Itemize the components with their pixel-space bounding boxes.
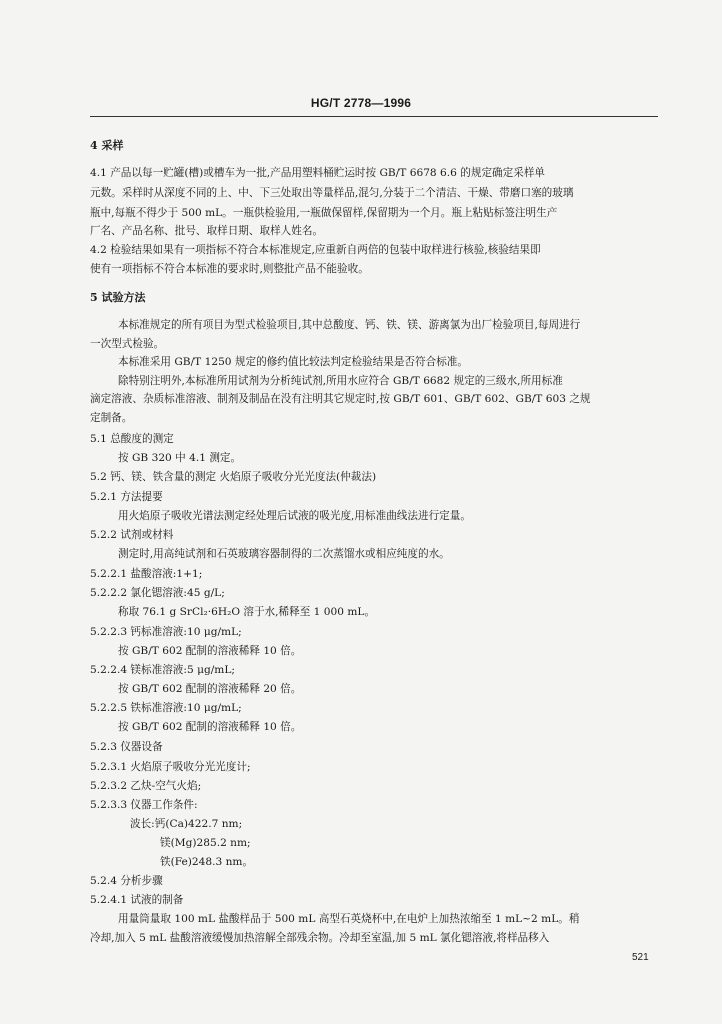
clause-heading: 5.2.4 分析步骤: [90, 875, 163, 887]
text-line: 按 GB/T 602 配制的溶液稀释 10 倍。: [118, 645, 302, 657]
text-line: 除特别注明外,本标准所用试剂为分析纯试剂,所用水应符合 GB/T 6682 规定的三级水,所用标准: [118, 375, 563, 387]
text-line: 称取 76.1 g SrCl₂·6H₂O 溶于水,稀释至 1 000 mL。: [118, 606, 376, 618]
clause-heading: 5.2.3.3 仪器工作条件:: [90, 799, 198, 811]
text-line: 定制备。: [90, 412, 133, 424]
clause-heading: 5.2.3 仪器设备: [90, 741, 163, 753]
text-line: 测定时,用高纯试剂和石英玻璃容器制得的二次蒸馏水或相应纯度的水。: [118, 548, 450, 560]
clause-heading: 5.2.1 方法提要: [90, 491, 163, 503]
page-number: 521: [632, 952, 649, 963]
text-line: 滴定溶液、杂质标准溶液、制剂及制品在没有注明其它规定时,按 GB/T 601、GB/T 602、GB/T 603 之规: [90, 393, 591, 405]
header-rule: [90, 116, 658, 117]
text-line: 瓶中,每瓶不得少于 500 mL。一瓶供检验用,一瓶做保留样,保留期为一个月。瓶上粘贴标签注明生产: [90, 207, 558, 219]
text-line: 4.2 检验结果如果有一项指标不符合本标准规定,应重新自两倍的包装中取样进行核验,核验结果即: [90, 244, 541, 256]
text-line: 波长:钙(Ca)422.7 nm;: [130, 818, 243, 830]
text-line: 使有一项指标不符合本标准的要求时,则整批产品不能验收。: [90, 263, 369, 275]
text-line: 本标准采用 GB/T 1250 规定的修约值比较法判定检验结果是否符合标准。: [118, 356, 468, 368]
text-line: 厂名、产品名称、批号、取样日期、取样人姓名。: [90, 225, 324, 237]
text-line: 用火焰原子吸收光谱法测定经处理后试液的吸光度,用标准曲线法进行定量。: [118, 510, 471, 522]
text-line: 元数。采样时从深度不同的上、中、下三处取出等量样品,混匀,分装于二个清洁、干燥、带磨口塞的玻璃: [90, 187, 574, 199]
clause-heading: 5.2.3.1 火焰原子吸收分光光度计;: [90, 761, 251, 773]
text-line: 按 GB 320 中 4.1 测定。: [118, 452, 242, 464]
standard-code-header: HG/T 2778—1996: [310, 96, 412, 110]
text-line: 铁(Fe)248.3 nm。: [160, 856, 254, 868]
text-line: 一次型式检验。: [90, 338, 165, 350]
text-line: 按 GB/T 602 配制的溶液稀释 20 倍。: [118, 683, 302, 695]
clause-heading: 5.2.4.1 试液的制备: [90, 894, 184, 906]
clause-heading: 5.1 总酸度的测定: [90, 433, 174, 445]
text-line: 4.1 产品以每一贮罐(槽)或槽车为一批,产品用塑料桶贮运时按 GB/T 6678 6.6 的规定确定采样单: [90, 167, 546, 179]
clause-heading: 5.2.2.2 氯化锶溶液:45 g/L;: [90, 587, 225, 599]
clause-heading: 5.2.3.2 乙炔-空气火焰;: [90, 780, 202, 792]
clause-heading: 5.2.2.1 盐酸溶液:1+1;: [90, 568, 203, 580]
clause-heading: 5.2.2.4 镁标准溶液:5 μg/mL;: [90, 664, 235, 676]
clause-heading: 5.2.2 试剂或材料: [90, 529, 174, 541]
text-line: 按 GB/T 602 配制的溶液稀释 10 倍。: [118, 721, 302, 733]
text-line: 本标准规定的所有项目为型式检验项目,其中总酸度、钙、铁、镁、游离氯为出厂检验项目,每周进行: [118, 319, 581, 331]
clause-heading: 5.2.2.3 钙标准溶液:10 μg/mL;: [90, 626, 242, 638]
clause-heading: 5.2 钙、镁、铁含量的测定 火焰原子吸收分光光度法(仲裁法): [90, 471, 377, 483]
section-5-heading: 5 试验方法: [90, 291, 146, 304]
clause-heading: 5.2.2.5 铁标准溶液:10 μg/mL;: [90, 702, 242, 714]
section-4-heading: 4 采样: [90, 139, 124, 152]
text-line: 用量筒量取 100 mL 盐酸样品于 500 mL 高型石英烧杯中,在电炉上加热浓缩至 1 mL~2 mL。稍: [118, 913, 580, 925]
text-line: 镁(Mg)285.2 nm;: [160, 837, 251, 849]
text-line: 冷却,加入 5 mL 盐酸溶液缓慢加热溶解全部残余物。冷却至室温,加 5 mL 氯化锶溶液,将样品移入: [90, 932, 550, 944]
